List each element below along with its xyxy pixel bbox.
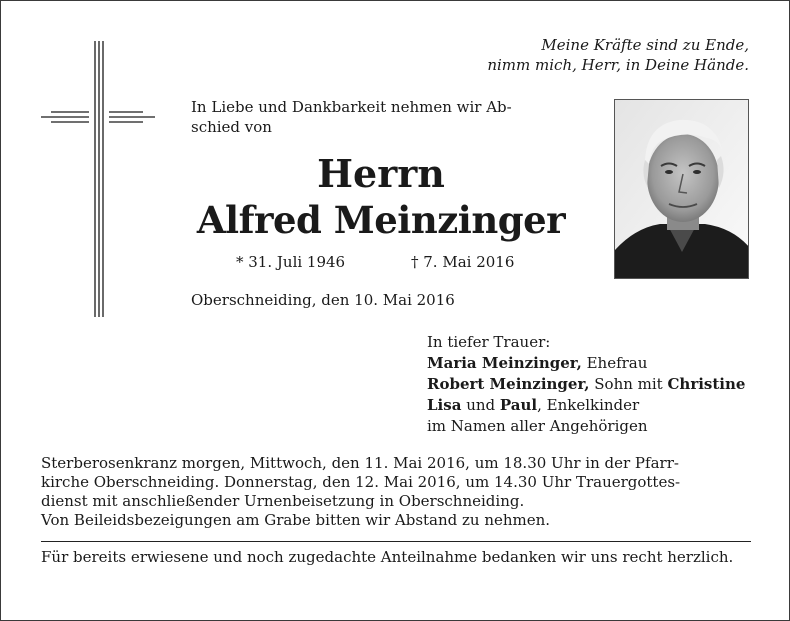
mourner-relation: , Enkelkinder xyxy=(537,396,640,414)
mourner-name: Christine xyxy=(667,375,746,393)
deceased-name: Alfred Meinzinger xyxy=(196,198,566,242)
mourner-name: Maria Meinzinger, xyxy=(427,354,582,372)
mourner-row xyxy=(427,353,757,374)
mourner-row xyxy=(427,395,757,416)
intro-text xyxy=(191,97,571,137)
intro-line-1: In Liebe und Dankbarkeit nehmen wir Ab- xyxy=(191,98,512,116)
mourner-relation: und xyxy=(461,396,500,414)
condolence-note: Von Beileidsbezeigungen am Grabe bitten wir Abstand zu nehmen. xyxy=(41,511,551,529)
service-line-2: kirche Oberschneiding. Donnerstag, den 12. Mai 2016, um 14.30 Uhr Trauergottes- xyxy=(41,473,681,491)
mourner-name: Robert Meinzinger, xyxy=(427,375,590,393)
mourner-name: Paul xyxy=(499,396,538,414)
mourner-relation: Ehefrau xyxy=(581,354,648,372)
mourner-relation: Sohn mit xyxy=(589,375,668,393)
deceased-name-block xyxy=(191,151,571,243)
place-and-date: Oberschneiding, den 10. Mai 2016 xyxy=(191,291,455,309)
service-line-3: dienst mit anschließender Urnenbeisetzung in Oberschneiding. xyxy=(41,492,525,510)
portrait-photo xyxy=(614,99,749,279)
mourners-closing: im Namen aller Angehörigen xyxy=(427,417,648,435)
motto-line-2: nimm mich, Herr, in Deine Hände. xyxy=(487,56,749,74)
mourner-row xyxy=(427,374,757,395)
birth-date: * 31. Juli 1946 xyxy=(236,253,346,271)
mourner-name: Lisa xyxy=(427,396,462,414)
honorific: Herrn xyxy=(317,151,445,196)
divider xyxy=(41,541,751,542)
mourners-heading: In tiefer Trauer: xyxy=(427,333,551,351)
portrait-image xyxy=(615,100,749,279)
death-date: † 7. Mai 2016 xyxy=(411,253,515,271)
motto-verse xyxy=(431,35,749,75)
service-details xyxy=(41,454,751,530)
thanks-text: Für bereits erwiesene und noch zugedachte Anteilnahme bedanken wir uns recht herzlich. xyxy=(41,548,734,566)
cross-icon xyxy=(39,41,157,317)
intro-line-2: schied von xyxy=(191,118,272,136)
service-line-1: Sterberosenkranz morgen, Mittwoch, den 11. Mai 2016, um 18.30 Uhr in der Pfarr- xyxy=(41,454,679,472)
motto-line-1: Meine Kräfte sind zu Ende, xyxy=(541,36,749,54)
mourners-list xyxy=(427,332,757,437)
